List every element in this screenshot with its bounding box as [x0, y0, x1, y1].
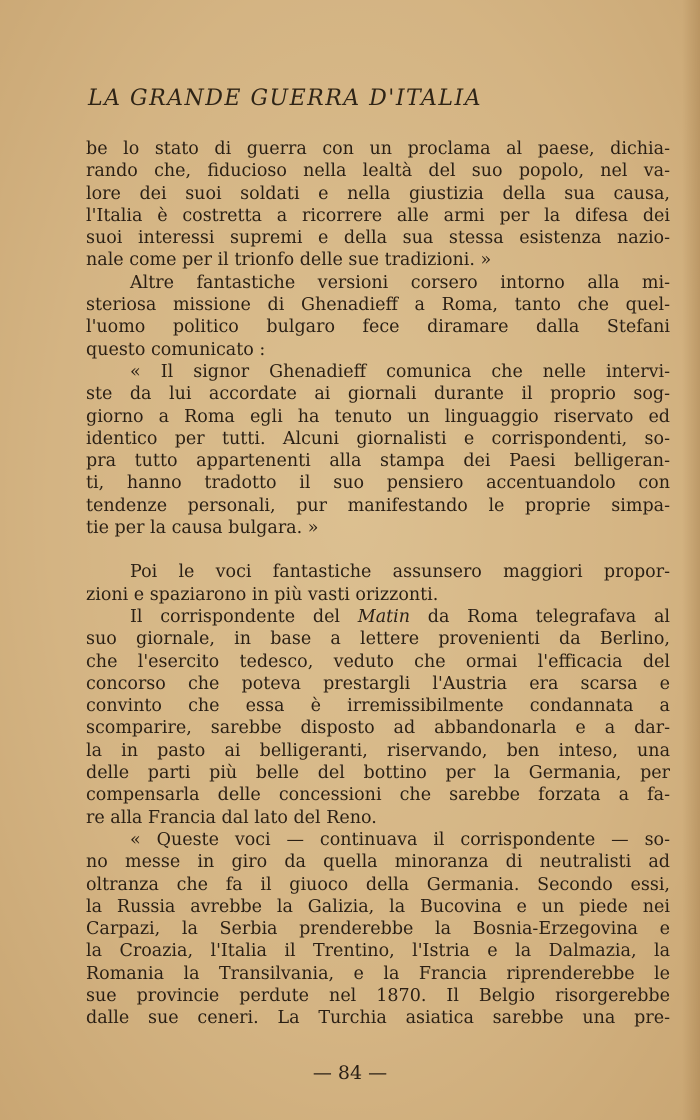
text-line: rando che, fiducioso nella lealtà del suo popolo, nel va- [86, 161, 670, 182]
text-line: giorno a Roma egli ha tenuto un linguaggio riservato ed [86, 406, 670, 427]
text-run: Il corrispondente del [130, 606, 341, 627]
text-line: Altre fantastiche versioni corsero intorno alla mi- [130, 272, 670, 293]
text-line-with-italic [86, 606, 670, 628]
text-line: Romania la Transilvania, e la Francia riprenderebbe le [86, 963, 670, 984]
text-line: ti, hanno tradotto il suo pensiero accentuandolo con [86, 473, 670, 494]
text-line: pra tutto appartenenti alla stampa dei Paesi belligeran- [86, 451, 670, 472]
paragraph-gap [86, 539, 670, 561]
text-line: l'uomo politico bulgaro fece diramare dalla Stefani [86, 317, 670, 338]
text-line: la Croazia, l'Italia il Trentino, l'Istria e la Dalmazia, la [86, 941, 670, 962]
text-line: identico per tutti. Alcuni giornalisti e corrispondenti, so- [86, 428, 670, 449]
text-line: convinto che essa è irremissibilmente condannata a [86, 696, 670, 717]
text-line: suo giornale, in base a lettere provenienti da Berlino, [86, 629, 670, 650]
running-head: LA GRANDE GUERRA D'ITALIA [88, 86, 483, 111]
text-line: suoi interessi supremi e della sua stessa esistenza nazio- [86, 228, 670, 249]
text-line: dalle sue ceneri. La Turchia asiatica sarebbe una pre- [86, 1008, 670, 1029]
text-line: compensarla delle concessioni che sarebbe forzata a fa- [86, 785, 670, 806]
text-line: « Il signor Ghenadieff comunica che nelle intervi- [130, 361, 670, 382]
text-line: sue provincie perdute nel 1870. Il Belgio risorgerebbe [86, 985, 670, 1006]
page-number: — 84 — [312, 1062, 388, 1084]
text-line: steriosa missione di Ghenadieff a Roma, tanto che quel- [86, 295, 670, 316]
text-line: « Queste voci — continuava il corrispondente — so- [130, 829, 670, 850]
text-line: che l'esercito tedesco, veduto che ormai l'efficacia del [86, 651, 670, 672]
text-line: no messe in giro da quella minoranza di neutralisti ad [86, 852, 670, 873]
text-line: lore dei suoi soldati e nella giustizia della sua causa, [86, 183, 670, 204]
text-line: tendenze personali, pur manifestando le proprie simpa- [86, 495, 670, 516]
text-line: oltranza che fa il giuoco della Germania. Secondo essi, [86, 874, 670, 895]
text-line: re alla Francia dal lato del Reno. [86, 807, 377, 828]
text-line: scomparire, sarebbe disposto ad abbandonarla e a dar- [86, 718, 670, 739]
text-line: la Russia avrebbe la Galizia, la Bucovina e un piede nei [86, 896, 670, 917]
text-line: ste da lui accordate ai giornali durante il proprio sog- [86, 384, 670, 405]
body-text [86, 138, 670, 1030]
text-line: nale come per il trionfo delle sue tradizioni. » [86, 250, 492, 271]
newspaper-title: Matin [357, 606, 411, 627]
text-line: la in pasto ai belligeranti, riservando, ben inteso, una [86, 740, 670, 761]
text-line: Carpazi, la Serbia prenderebbe la Bosnia-Erzegovina e [86, 919, 670, 940]
text-line: zioni e spaziarono in più vasti orizzonti. [86, 584, 439, 605]
text-line: tie per la causa bulgara. » [86, 518, 319, 539]
text-line: l'Italia è costretta a ricorrere alle armi per la difesa dei [86, 205, 670, 226]
text-line: delle parti più belle del bottino per la Germania, per [86, 763, 670, 784]
text-line: Poi le voci fantastiche assunsero maggiori propor- [130, 562, 670, 583]
text-line: questo comunicato : [86, 339, 266, 360]
text-line: be lo stato di guerra con un proclama al paese, dichia- [86, 139, 670, 159]
text-line: concorso che poteva prestargli l'Austria era scarsa e [86, 673, 670, 694]
text-run: da Roma telegrafava al [427, 606, 670, 627]
